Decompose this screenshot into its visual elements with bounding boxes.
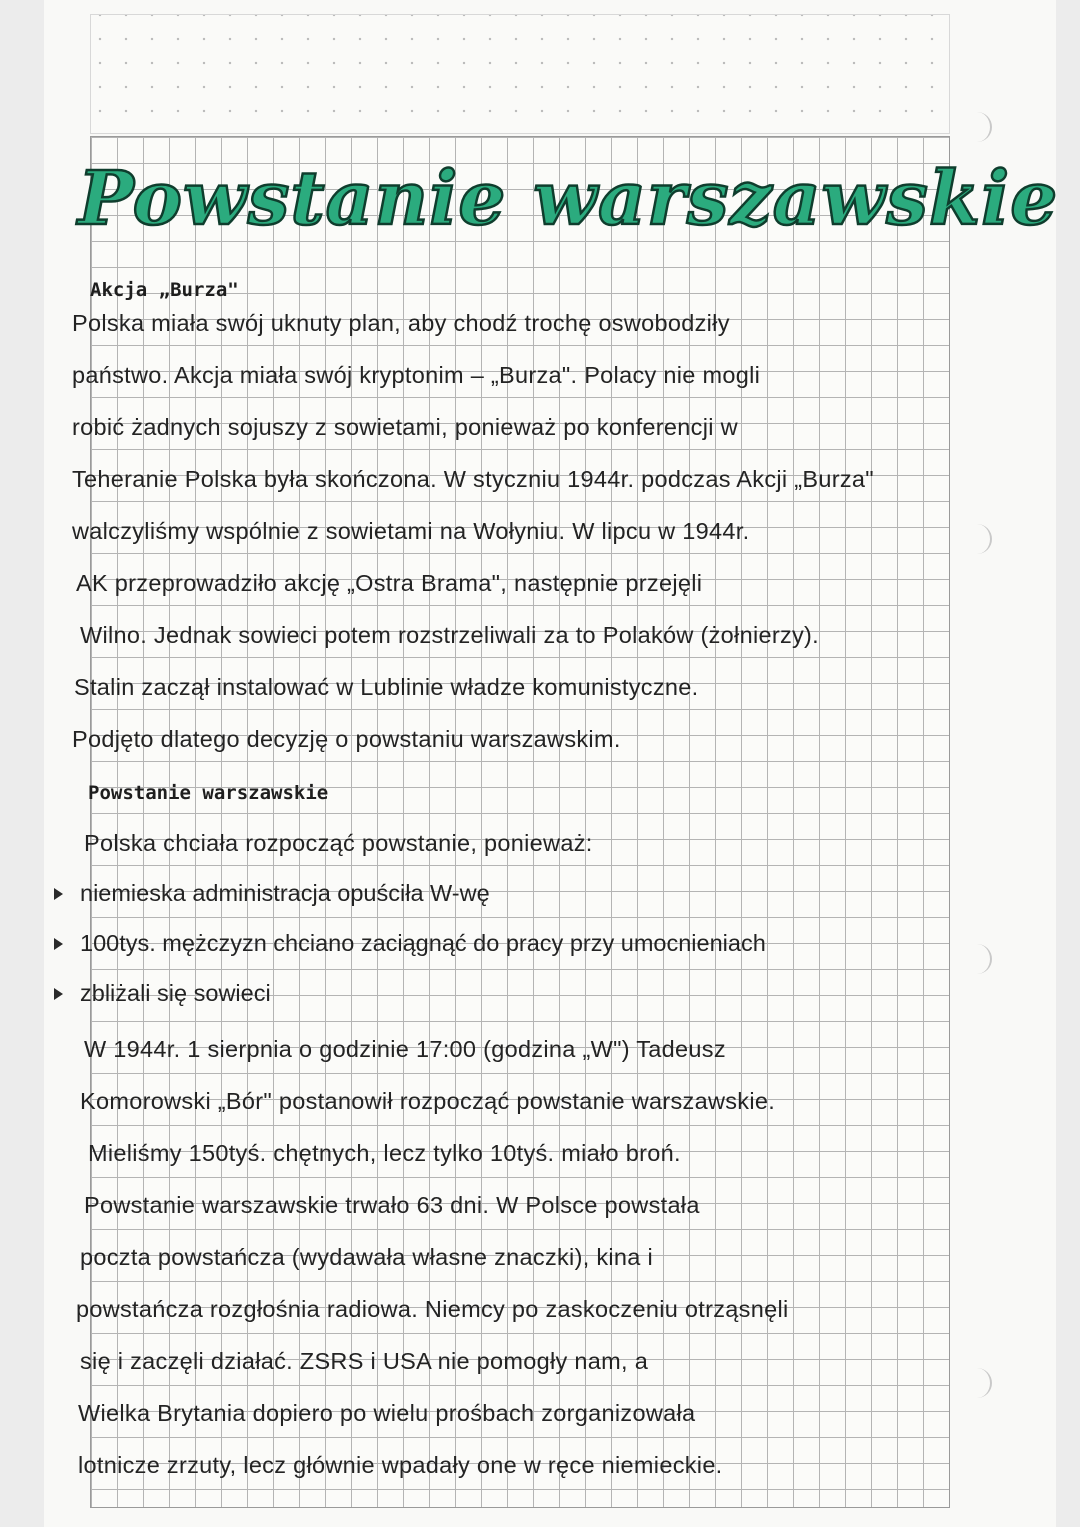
note-line: W 1944r. 1 sierpnia o godzinie 17:00 (godzina „W") Tadeusz [84,1036,726,1062]
note-line: Wilno. Jednak sowieci potem rozstrzeliwali za to Polaków (żołnierzy). [80,622,820,648]
note-line: Podjęto dlatego decyzję o powstaniu warszawskim. [72,726,621,752]
note-line: Teheranie Polska była skończona. W styczniu 1944r. podczas Akcji „Burza" [72,466,874,492]
note-line: lotnicze zrzuty, lecz głównie wpadały one w ręce niemieckie. [78,1452,723,1478]
note-line: Mieliśmy 150tyś. chętnych, lecz tylko 10tyś. miało broń. [88,1140,681,1166]
note-line: Polska miała swój uknuty plan, aby chodź trochę oswobodziły [72,310,730,336]
note-line: AK przeprowadziło akcję „Ostra Brama", następnie przejęli [76,570,703,596]
note-line: walczyliśmy wspólnie z sowietami na Wołyniu. W lipcu w 1944r. [72,518,750,544]
list-item-text: zbliżali się sowieci [80,980,271,1006]
note-line: powstańcza rozgłośnia radiowa. Niemcy po zaskoczeniu otrząsnęli [76,1296,789,1322]
note-line: państwo. Akcja miała swój kryptonim – „Burza". Polacy nie mogli [72,362,761,388]
note-line: Stalin zaczął instalować w Lublinie władze komunistyczne. [74,674,699,700]
arrow-bullet-icon [54,938,63,950]
note-line: Komorowski „Bór" postanowił rozpocząć powstanie warszawskie. [80,1088,776,1114]
note-line: robić żadnych sojuszy z sowietami, ponieważ po konferencji w [72,414,738,440]
list-item-text: niemieska administracja opuściła W-wę [80,880,490,906]
note-line: Powstanie warszawskie trwało 63 dni. W Polsce powstała [84,1192,700,1218]
arrow-bullet-icon [54,888,63,900]
section-heading-powstanie: Powstanie warszawskie [88,782,329,804]
dotted-header-area [90,14,950,134]
list-item-text: 100tys. mężczyzn chciano zaciągnąć do pracy przy umocnieniach [80,930,766,956]
section-heading-akcja-burza: Akcja „Burza" [90,279,239,301]
note-line: się i zaczęli działać. ZSRS i USA nie pomogły nam, a [80,1348,649,1374]
note-line: Polska chciała rozpocząć powstanie, ponieważ: [84,830,593,856]
note-line: poczta powstańcza (wydawała własne znaczki), kina i [80,1244,654,1270]
page-title: Powstanie warszawskie [78,156,1059,242]
note-line: Wielka Brytania dopiero po wielu prośbach zorganizowała [78,1400,696,1426]
arrow-bullet-icon [54,988,63,1000]
